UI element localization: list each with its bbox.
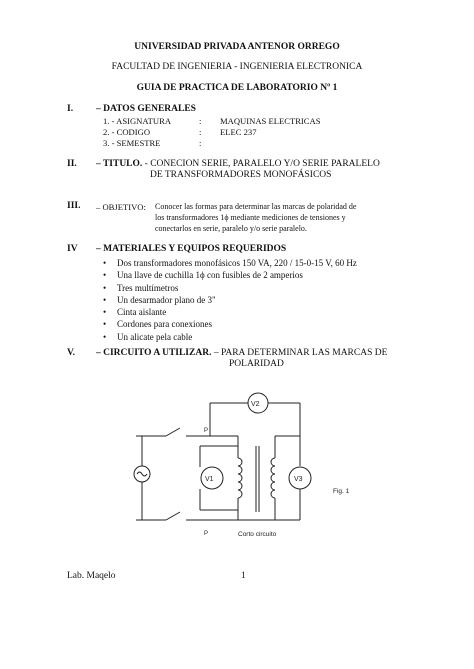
list-item: • Cinta aislante — [103, 306, 357, 318]
section2-label: – TITULO. — [96, 159, 143, 169]
section2-text1: - CONECION SERIE, PARALELO Y/O SERIE PARALELO — [144, 159, 380, 169]
section4-number: IV — [67, 244, 78, 254]
short-circuit-label: Corto circuito — [238, 531, 277, 538]
list-item: • Una llave de cuchilla 1ϕ con fusibles de 2 amperios — [103, 269, 357, 281]
figure-caption: Fig. 1 — [333, 488, 350, 495]
primary-winding — [238, 458, 242, 498]
list-item: • Un desarmador plano de 3" — [103, 294, 357, 306]
section1-title: – DATOS GENERALES — [96, 104, 196, 114]
list-item: • Dos transformadores monofásicos 150 VA, 220 / 15-0-15 V, 60 Hz — [103, 257, 357, 269]
page-number: 1 — [241, 571, 246, 581]
section5-text2: POLARIDAD — [229, 359, 284, 369]
knife-switch — [166, 428, 180, 436]
list-item: • Cordones para conexiones — [103, 318, 357, 330]
asignatura-value: MAQUINAS ELECTRICAS — [220, 116, 321, 126]
section5-text1: – PARA DETERMINAR LAS MARCAS DE — [211, 348, 388, 358]
objective-line-1: Conocer las formas para determinar las marcas de polaridad de — [155, 202, 357, 211]
objective-line-2: los transformadores 1ϕ mediante mediciones de tensiones y — [155, 213, 346, 222]
list-item: • Tres multímetros — [103, 282, 357, 294]
section2-text2: DE TRANSFORMADORES MONOFÁSICOS — [150, 170, 332, 180]
section5-title: – CIRCUITO A UTILIZAR. — [96, 348, 212, 358]
asignatura-sep: : — [199, 116, 202, 126]
codigo-value: ELEC 237 — [220, 127, 257, 137]
secondary-winding — [271, 458, 275, 498]
asignatura-label: 1. - ASIGNATURA — [103, 116, 172, 126]
section3-number: III. — [67, 201, 81, 211]
voltmeter-v3-label: V3 — [294, 476, 303, 483]
section1-number: I. — [67, 104, 74, 114]
guide-title: GUIA DE PRACTICA DE LABORATORIO Nº 1 — [136, 83, 338, 93]
terminal-label-bottom: P — [204, 531, 209, 537]
codigo-label: 2. - CODIGO — [103, 127, 151, 137]
codigo-sep: : — [199, 127, 202, 137]
university-title: UNIVERSIDAD PRIVADA ANTENOR ORREGO — [134, 42, 340, 52]
list-item: • Un alicate pela cable — [103, 331, 357, 343]
footer-lab: Lab. Maqelo — [67, 571, 116, 581]
voltmeter-v1-label: V1 — [205, 476, 214, 483]
faculty-line: FACULTAD DE INGENIERIA - INGENIERIA ELECTRONICA — [111, 62, 363, 72]
semestre-sep: : — [199, 138, 202, 148]
section5-number: V. — [67, 348, 76, 358]
section4-title: – MATERIALES Y EQUIPOS REQUERIDOS — [96, 244, 287, 254]
semestre-label: 3. - SEMESTRE — [103, 138, 161, 148]
section2-number: II. — [67, 159, 77, 169]
terminal-label-top: P — [204, 428, 209, 434]
objective-line-3: conectarlos en serie, paralelo y/o serie paralelo. — [155, 224, 307, 233]
section3-label: – OBJETIVO: — [96, 202, 146, 212]
voltmeter-v2-label: V2 — [251, 401, 260, 408]
